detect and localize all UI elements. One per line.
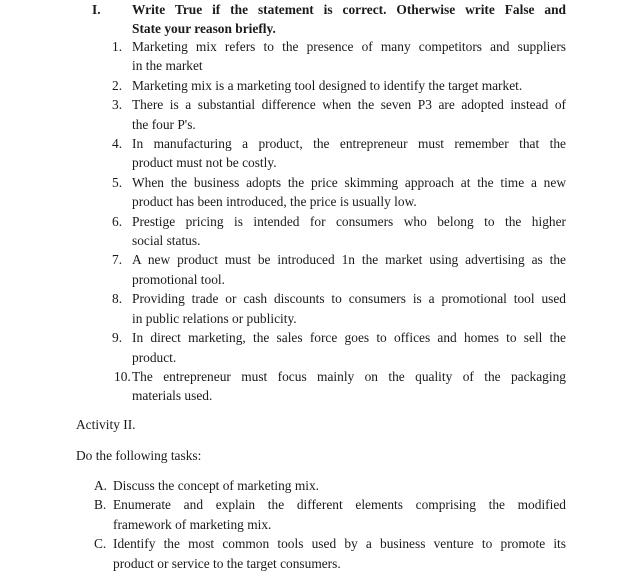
statement-line: product.: [132, 349, 177, 365]
section-instructions: [132, 0, 566, 39]
statement-text: [132, 95, 566, 134]
true-false-statement-list: [0, 37, 640, 406]
section-instructions-line-2: State your reason briefly.: [132, 21, 276, 37]
statement-number: 3.: [112, 97, 123, 113]
statement-line: The entrepreneur must focus mainly on the quality of the packaging: [132, 368, 566, 384]
statement-text: [132, 212, 566, 251]
task-line: Enumerate and explain the different elements comprising the modified: [113, 497, 566, 513]
statement-text: [132, 173, 566, 212]
statement-item: [0, 173, 640, 212]
task-line: product or service to the target consumers.: [113, 555, 341, 571]
statement-text: [132, 37, 566, 76]
statement-number: 1.: [112, 39, 123, 54]
statement-text: [132, 289, 566, 328]
task-item: [0, 495, 640, 534]
statement-item: [0, 367, 640, 406]
statement-line: Prestige pricing is intended for consumers who belong to the higher: [132, 213, 566, 229]
statement-number: 2.: [112, 77, 123, 93]
statement-line: materials used.: [132, 388, 213, 404]
statement-line: Marketing mix refers to the presence of many competitors and suppliers: [132, 39, 566, 54]
statement-line: In manufacturing a product, the entrepreneur must remember that the: [132, 136, 566, 152]
statement-item: [0, 328, 640, 367]
section-number: I.: [92, 2, 101, 17]
statement-number: 7.: [112, 252, 123, 268]
statement-item: [0, 134, 640, 173]
task-item: [0, 534, 640, 573]
statement-line: promotional tool.: [132, 271, 225, 287]
statement-line: In direct marketing, the sales force goes to offices and homes to sell the: [132, 330, 566, 346]
statement-item: [0, 76, 640, 95]
task-letter: A.: [94, 478, 108, 493]
tasks-intro: Do the following tasks:: [76, 448, 202, 463]
statement-text: [132, 250, 566, 289]
statement-text: [132, 328, 566, 367]
task-text: [113, 534, 566, 573]
task-text: [113, 476, 566, 495]
statement-line: social status.: [132, 233, 201, 249]
statement-line: Marketing mix is a marketing tool designed to identify the target market.: [132, 77, 523, 93]
statement-line: product has been introduced, the price is usually low.: [132, 194, 417, 210]
statement-line: When the business adopts the price skimming approach at the time a new: [132, 174, 566, 190]
task-letter: B.: [94, 497, 107, 513]
statement-item: [0, 212, 640, 251]
statement-line: in the market: [132, 58, 203, 74]
section-instructions-line-1: Write True if the statement is correct. Otherwise write False and: [132, 2, 566, 17]
statement-text: [132, 134, 566, 173]
statement-number: 4.: [112, 136, 123, 152]
statement-text: [132, 367, 566, 406]
task-list: [0, 476, 640, 573]
statement-line: the four P's.: [132, 116, 196, 132]
statement-line: in public relations or publicity.: [132, 310, 297, 326]
task-letter: C.: [94, 536, 107, 552]
task-line: Identify the most common tools used by a business venture to promote its: [113, 536, 566, 552]
statement-item: [0, 37, 640, 76]
task-line: framework of marketing mix.: [113, 516, 272, 532]
task-item: [0, 476, 640, 495]
statement-number: 10.: [114, 368, 131, 384]
statement-item: [0, 250, 640, 289]
statement-number: 6.: [112, 213, 123, 229]
task-text: [113, 495, 566, 534]
statement-line: Providing trade or cash discounts to consumers is a promotional tool used: [132, 291, 566, 307]
statement-item: [0, 289, 640, 328]
statement-line: product must not be costly.: [132, 155, 277, 171]
statement-number: 5.: [112, 174, 123, 190]
statement-line: There is a substantial difference when the seven P3 are adopted instead of: [132, 97, 566, 113]
statement-number: 9.: [112, 330, 123, 346]
statement-number: 8.: [112, 291, 123, 307]
task-line: Discuss the concept of marketing mix.: [113, 478, 320, 493]
statement-line: A new product must be introduced 1n the market using advertising as the: [132, 252, 566, 268]
statement-item: [0, 95, 640, 134]
activity-heading: Activity II.: [76, 417, 136, 432]
statement-text: [132, 76, 566, 95]
